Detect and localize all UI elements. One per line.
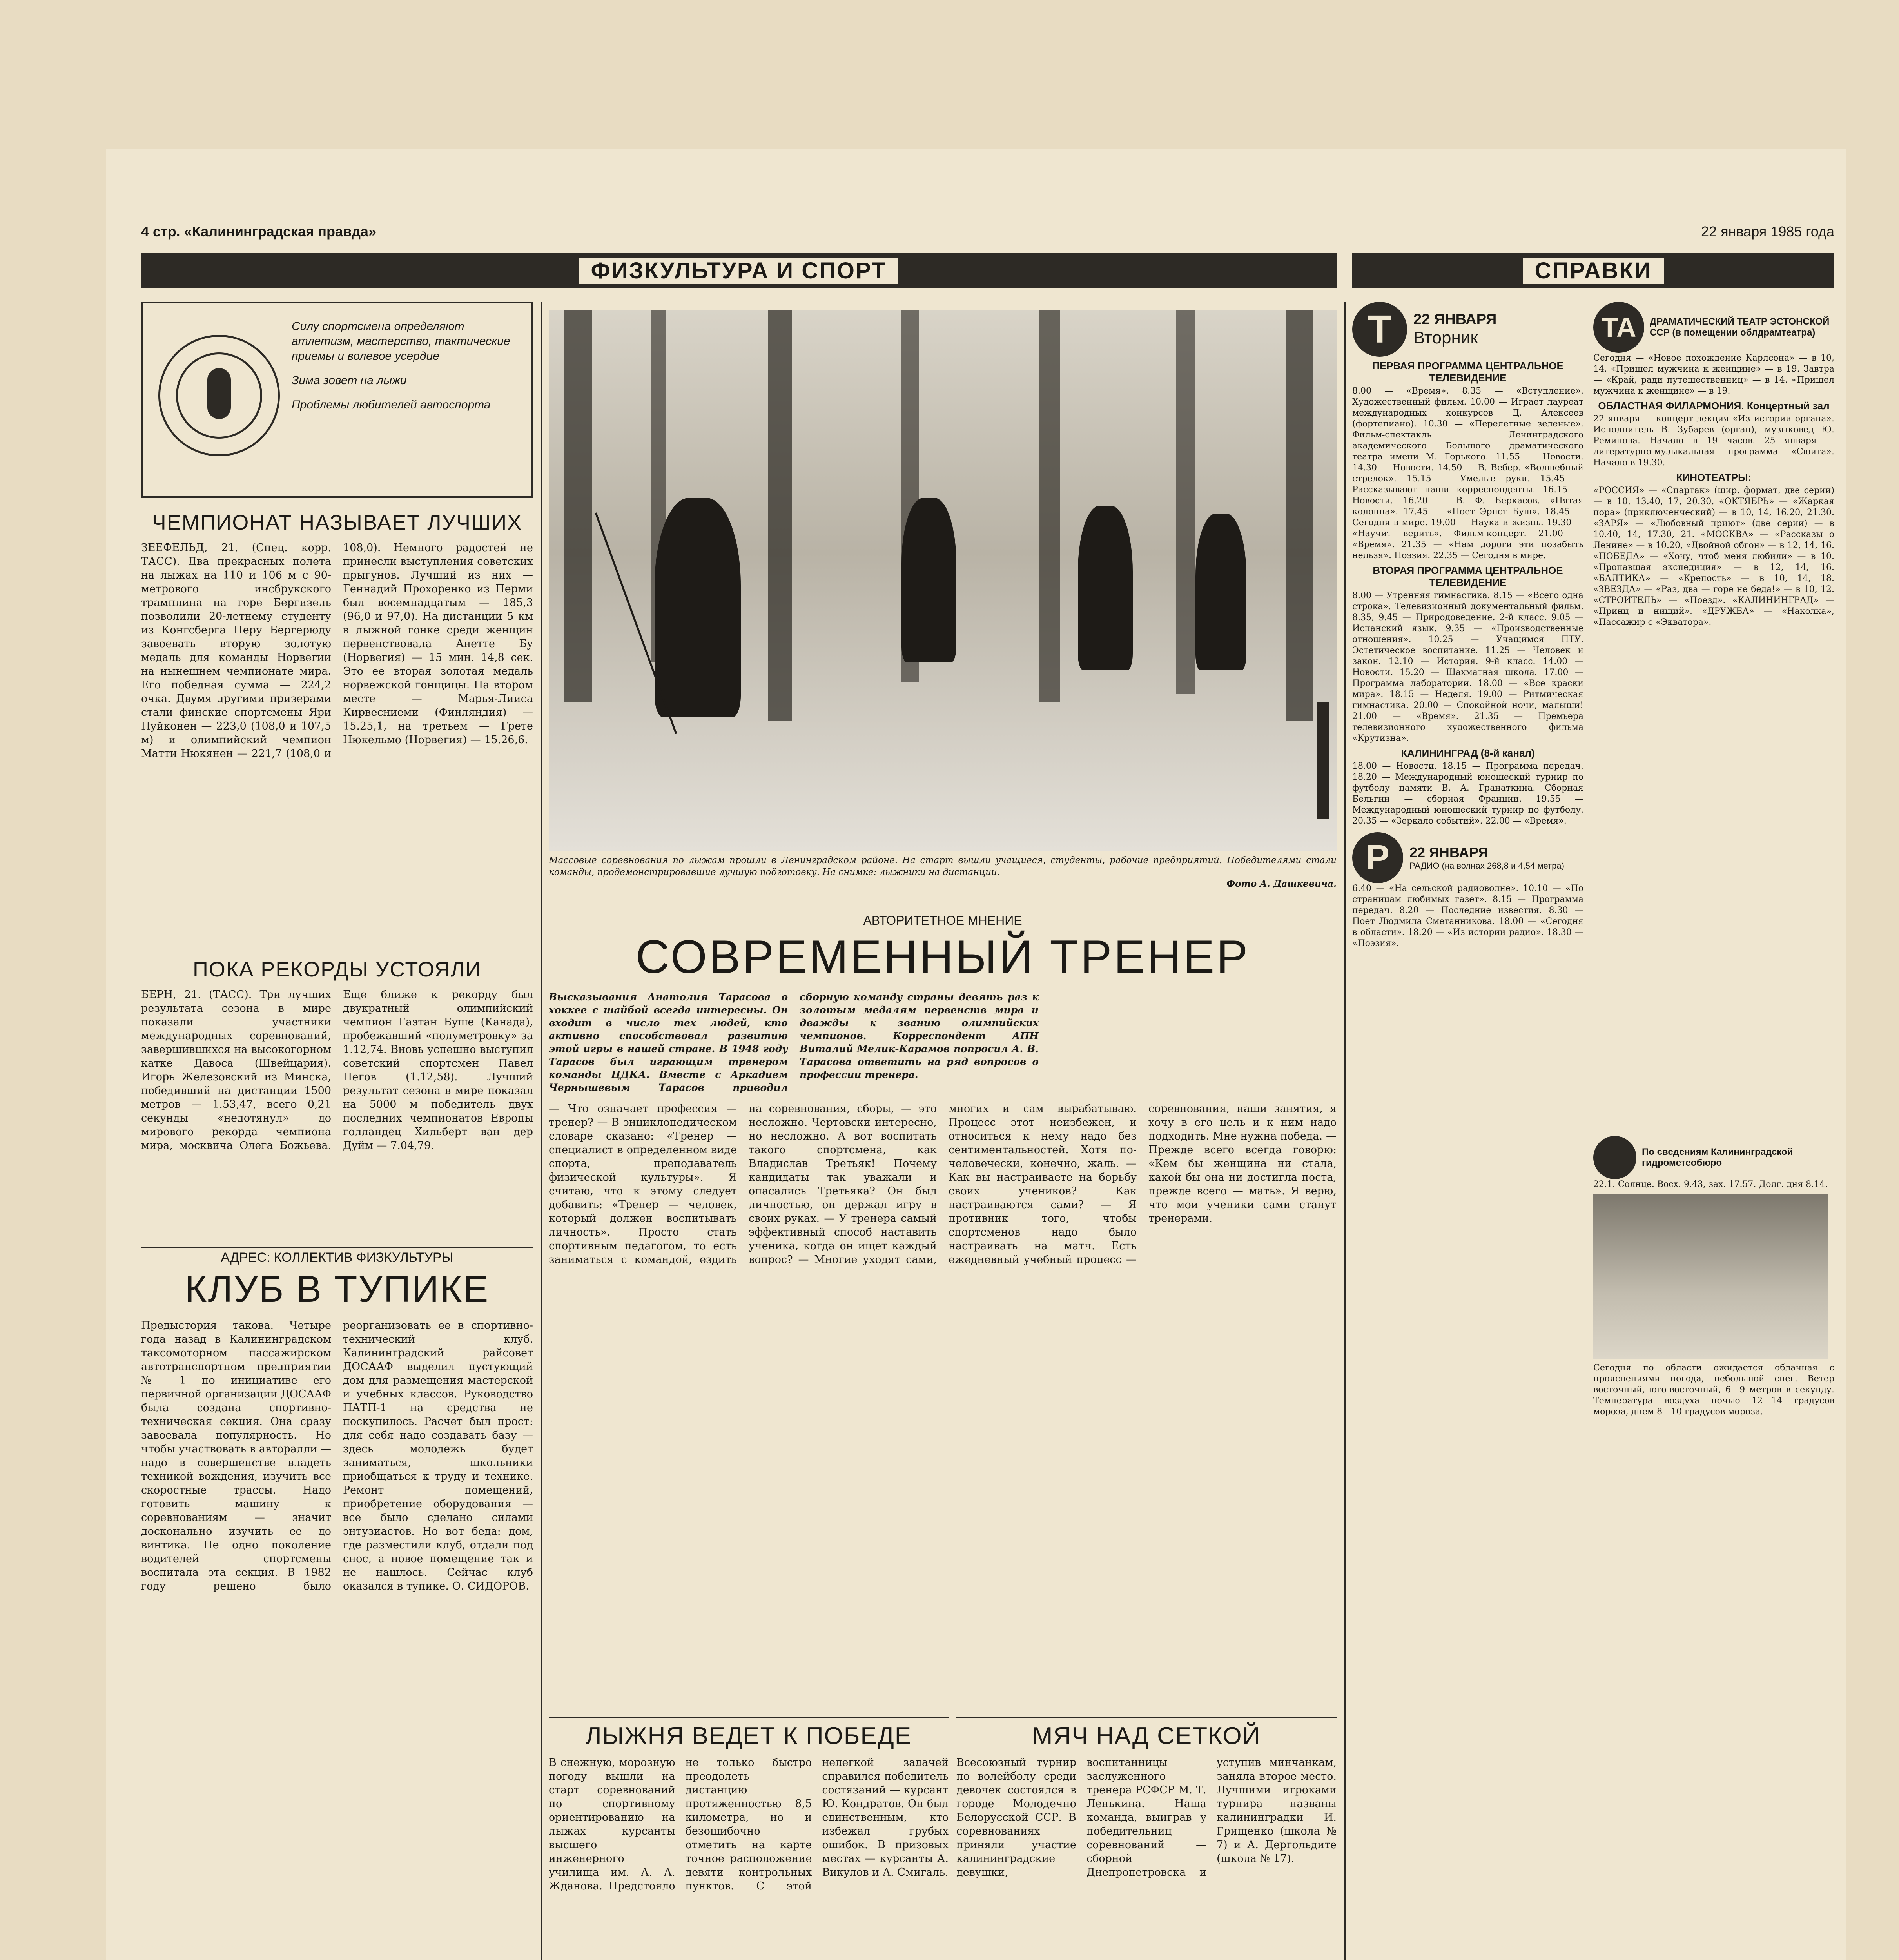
weather-photo [1593,1194,1828,1359]
skiing-title: ЛЫЖНЯ ВЕДЕТ К ПОБЕДЕ [585,1722,912,1749]
skier-figure [655,498,741,717]
skier-figure [1078,506,1133,670]
radio-program: 6.40 — «На сельской радиоволне». 10.10 — «По страницам любимых газет». 8.15 — Программа передач. 8.20 — Последние известия. 8.30 — Поет Людмила Сметанникова. 18.00 — «Сегодня в области». 18.20 — «Из истории радио». 18.30 — «Поэзия». [1352,884,1583,948]
tv-right-col [1593,302,1834,1960]
photo-caption-block [549,855,1337,906]
page-date: 22 января 1985 года [1701,223,1834,240]
teaser-box [141,302,533,498]
records-title: ПОКА РЕКОРДЫ УСТОЯЛИ [192,958,482,981]
club-title: КЛУБ В ТУПИКЕ [185,1268,490,1310]
trainer-text: — Что означает профессия — тренер? — В энциклопедическом словаре сказано: «Тренер — специалист в определенном виде спорта, преподаватель физической культуры». Я считаю, что к этому следует добавить: «Тренер — человек, который должен воспитывать личность». Просто стать спортивным педагогом, то есть заниматься с командой, ездить на соревнования, сборы, — это несложно. Чертовски интересно, но несложно. А вот воспитать такого спортсмена, как Владислав Третьяк! Почему кандидаты так уважали и опасались Третьяка? Он был личностью, он держал игру в своих руках. — У тренера самый эффективный способ наставить ученика, когда он ищет каждый вопрос? — Многие уходят сами, многих и сам вырабатываю. Процесс этот неизбежен, и относиться к нему надо без сентиментальностей. Хотя по-человечески, конечно, жаль. — Как вы настраиваете на борьбу своих учеников? Как настраиваются сами? — Я противник того, чтобы спортсменов надо было настраивать на матч. Есть ежедневный учебный процесс — соревнования, наши занятия, я хочу в его цель и к ним надо подходить. Мне нужна победа. — Прежде всего всегда говорю: «Кем бы женщина ни стала, какой бы она ни достигла поста, прежде всего — мать». Я верю, что мои ученики сами станут тренерами. [549,1103,1337,1266]
championship-text: ЗЕЕФЕЛЬД, 21. (Спец. корр. ТАСС). Два прекрасных полета на лыжах на 110 и 106 м с 90-метрового инсбрукского трамплина на горе Бергизель позволили 20-летнему студенту из Конгсберга Перу Бергерюду завоевать вторую золотую медаль для команды Норвегии на нынешнем чемпионате мира. Его победная сумма — 224,2 очка. Двумя другими призерами стали финские спортсмены Яри Пуйконен — 223,0 (108,0 и 107,5 м) и олимпийский чемпион Матти Нюкянен — 221,7 (108,0 и 108,0). Немного радостей не принесли выступления советских прыгунов. Лучший из них — Геннадий Прохоренко из Перми был восемнадцатым — 185,3 (96,0 и 97,0). На дистанции 5 км в лыжной гонке среди женщин первенствовала Анетте Бу (Норвегия) — 15 мин. 14,8 сек. Это ее вторая золотая медаль норвежской гонщицы. На втором месте — Марья-Лииса Кирвесниеми (Финляндия) — 15.25,1, на третьем — Грете Нюкельмо (Норвегия) — 15.26,6. [141,542,533,760]
tv-date: 22 ЯНВАРЯ [1413,311,1497,328]
column-divider [1344,302,1346,1960]
phil-title: ОБЛАСТНАЯ ФИЛАРМОНИЯ. Концертный зал [1598,400,1830,412]
skier-figure [901,498,956,662]
tv-prog1-title: ПЕРВАЯ ПРОГРАММА ЦЕНТРАЛЬНОЕ ТЕЛЕВИДЕНИЕ [1372,360,1563,384]
trainer-kicker: АВТОРИТЕТНОЕ МНЕНИЕ [863,913,1022,927]
teaser-item: Зима зовет на лыжи [292,374,407,387]
club-kicker: АДРЕС: КОЛЛЕКТИВ ФИЗКУЛЬТУРЫ [141,1247,533,1265]
trainer-lead: Высказывания Анатолия Тарасова о хоккее с шайбой всегда интересны. Он входит в число тех людей, кто активно способствовал развитию этой игры в нашей стране. В 1948 году Тарасов был играющим тренером команды ЦДКА. Вместе с Аркадием Чернышевым Тарасов приводил сборную команду страны девять раз к золотым медалям первенств мира и дважды к званию олимпийских чемпионов. Корреспондент АПН Виталий Мелик-Карамов попросил А. В. Тарасова ответить на ряд вопросов о профессии тренера. [549,991,1039,1093]
skiers-photo [549,310,1337,851]
championship-article [141,510,533,949]
skiing-article [549,1717,949,1960]
ball-article [956,1717,1337,1960]
radio-title: РАДИО (на волнах 268,8 и 4,54 метра) [1409,861,1564,871]
teaser-list [292,319,523,412]
tv-prog2: 8.00 — Утренняя гимнастика. 8.15 — «Всего одна строка». Телевизионный документальный фильм. 8.35, 9.45 — Природоведение. 2-й класс. 9.05 — Испанский язык. 9.35 — «Производственные отношения». 10.25 — Учащимся ПТУ. Эстетическое воспитание. 11.25 — Человек и закон. 12.10 — История. 9-й класс. 14.00 — Новости. 15.20 — Шахматная школа. 17.00 — Программа лаборатории. 18.00 — «Все краски мира». 18.15 — Неделя. 19.00 — Ритмическая гимнастика. 20.00 — Спокойной ночи, малыши! 21.00 — «Время». 21.35 — Премьера телевизионного художественного фильма «Крутизна». [1352,591,1583,743]
weather-sun: 22.1. Солнце. Восх. 9.43, зах. 17.57. Долг. дня 8.14. [1593,1180,1828,1189]
radio-logo-icon: Р [1352,832,1403,883]
section-sport-band [141,253,1337,288]
weather-logo-icon [1593,1136,1636,1179]
cinema-text: «РОССИЯ» — «Спартак» (шир. формат, две серии) — в 10, 13.40, 17, 20.30. «ОКТЯБРЬ» — «Жаркая пора» (приключенческий) — в 10, 14, 16.20, 21.30. «ЗАРЯ» — «Любовный приют» (две серии) — в 10.40, 14, 17.30, 21. «МОСКВА» — «Рассказы о Ленине» — в 10.20, «Двойной обгон» — в 12, 14, 16. «ПОБЕДА» — «Хочу, чтоб меня любили» — в 10. «Пропавшая экспедиция» — в 12, 14, 16. «БАЛТИКА» — «Крепость» — в 10, 14, 18. «ЗВЕЗДА» — «Раз, два — горе не беда!» — в 10, 12. «СТРОИТЕЛЬ» — «Поезд». «КАЛИНИНГРАД» — «Принц и нищий». «ДРУЖБА» — «Наколка», «Пассажир с «Экватора». [1593,486,1834,627]
trainer-article [549,913,1337,1717]
theatre-logo-icon: ТА [1593,302,1644,353]
tv-left-col [1352,302,1583,1960]
tv-day: Вторник [1413,328,1478,347]
column-divider [541,302,542,1960]
phil-text: 22 января — концерт-лекция «Из истории органа». Исполнитель В. Зубарев (орган), музыковед Ю. Реминова. Начало в 19 часов. 25 января — литературно-музыкальная программа «Сюита». Начало в 19.30. [1593,414,1834,468]
skier-figure [1195,514,1246,670]
section-info-title: СПРАВКИ [1523,258,1663,284]
championship-title: ЧЕМПИОНАТ НАЗЫВАЕТ ЛУЧШИХ [152,511,522,534]
club-text: Предыстория такова. Четыре года назад в Калининградском таксомоторном пассажирском автотранспортном предприятии № 1 по инициативе его первичной организации ДОСААФ была создана спортивно-техническая секция. Она сразу завоевала популярность. Но чтобы участвовать в авторалли — надо в совершенстве владеть техникой вождения, изучить все скоростные трассы. Надо готовить машину к соревнованиям — значит досконально изучить ее до винтика. Не одно поколение водителей спортсмены воспитала эта секция. В 1982 году решено было реорганизовать ее в спортивно-технический клуб. Калининградский райсовет ДОСААФ выделил пустующий дом для размещения мастерской и учебных классов. Руководство ПАТП-1 на средства не поскупилось. Расчет был прост: для себя надо создавать базу — здесь молодежь будет заниматься, школьники приобщаться к труду и технике. Ремонт помещений, приобретение оборудования — все было сделано силами энтузиастов. Но вот беда: дом, где разместили клуб, отдали под снос, а новое помещение так и не нашлось. Сейчас клуб оказался в тупике. О. СИДОРОВ. [141,1319,533,1592]
ball-text: Всесоюзный турнир по волейболу среди девочек состоялся в городе Молодечно Белорусской ССР. В соревнованиях приняли участие калининградские девушки, воспитанницы заслуженного тренера РСФСР М. Т. Ленькина. Наша команда, выиграв у победительниц соревнований — сборной Днепропетровска и уступив минчанкам, заняла второе место. Лучшими игроками турнира названы калининградки И. Грищенко (школа № 7) и А. Дергольдите (школа № 17). [956,1757,1337,1878]
sport-emblem-icon [158,335,280,456]
tv-prog2-title: ВТОРАЯ ПРОГРАММА ЦЕНТРАЛЬНОЕ ТЕЛЕВИДЕНИЕ [1373,564,1563,588]
ball-title: МЯЧ НАД СЕТКОЙ [1032,1722,1261,1749]
teaser-item: Проблемы любителей автоспорта [292,398,491,411]
section-info-band [1352,253,1834,288]
section-sport-title: ФИЗКУЛЬТУРА И СПОРТ [579,258,899,284]
weather-title: По сведениям Калининградской гидрометеобюро [1642,1147,1793,1168]
tv-logo-icon: Т [1352,302,1407,357]
page-label: 4 стр. «Калининградская правда» [141,223,376,240]
records-article [141,956,533,1239]
skiing-text: В снежную, морозную погоду вышли на старт соревнований по спортивному ориентированию на лыжах курсанты высшего инженерного училища им. А. А. Жданова. Предстояло не только быстро преодолеть дистанцию протяженностью 8,5 километра, но и безошибочно отметить на карте точное расположение девяти контрольных пунктов. С этой нелегкой задачей справился победитель состязаний — курсант Ю. Кондратов. Он был единственным, кто избежал грубых ошибок. В призовых местах — курсанты А. Викулов и А. Смигаль. [549,1757,949,1892]
theatre-title: ДРАМАТИЧЕСКИЙ ТЕАТР ЭСТОНСКОЙ ССР (в помещении облдрамтеатра) [1650,316,1830,338]
photo-caption: Массовые соревнования по лыжам прошли в Ленинградском районе. На старт вышли учащиеся, студенты, рабочие предприятий. Победителями стали команды, продемонстрировавшие лучшую подготовку. На снимке: лыжники на дистанции. [549,855,1337,877]
records-text: БЕРН, 21. (ТАСС). Три лучших результата сезона в мире показали участники международных соревнований, завершившихся на высокогорном катке Давоса (Швейцария). Игорь Железовский из Минска, победивший на дистанции 1500 метров — 1.53,47, всего 0,21 секунды «недотянул» до мирового рекорда чемпиона мира, москвича Олега Божьева. Еще ближе к рекорду был двукратный олимпийский чемпион Гаэтан Буше (Канада), пробежавший «полуметровку» за 1.12,74. Вновь успешно выступил советский спортсмен Павел Пегов (1.12,58). Лучший результат сезона в мире показал на 5000 м победитель двух последних чемпионатов Европы голландец Хильберт ван дер Дуйм — 7.04,79. [141,989,533,1152]
club-article [141,1247,533,1960]
weather-text: Сегодня по области ожидается облачная с прояснениями погода, небольшой снег. Ветер восточный, юго-восточный, 6—9 метров в секунду. Температура воздуха ночью 12—14 градусов мороза, днем 8—10 градусов мороза. [1593,1363,1834,1417]
cinema-title: КИНОТЕАТРЫ: [1676,472,1752,483]
theatre-text: Сегодня — «Новое похождение Карлсона» — в 10, 14. «Пришел мужчина к женщине» — в 19. Завтра — «Край, ради путешественниц» — в 14. «Пришел мужчина к женщине» — в 19. [1593,353,1834,396]
radio-date: 22 ЯНВАРЯ [1409,844,1489,860]
tv-kal-title: КАЛИНИНГРАД (8-й канал) [1401,747,1535,759]
photo-credit: Фото А. Дашкевича. [1226,878,1337,889]
tv-kal: 18.00 — Новости. 18.15 — Программа передач. 18.20 — Международный юношеский турнир по футболу памяти В. А. Гранаткина. Сборная Бельгии — сборная Франции. 19.55 — Международный юношеский турнир по футболу. 20.35 — «Зеркало событий». 22.00 — «Время». [1352,761,1583,826]
tv-program-column [1352,302,1834,1960]
tv-prog1: 8.00 — «Время». 8.35 — «Вступление». Художественный фильм. 10.00 — Играет лауреат международных конкурсов Д. Алексеев (фортепиано). 10.30 — «Перелетные зеленые». Фильм-спектакль Ленинградского академического Большого драматического театра имени М. Горького. 11.55 — Новости. 14.30 — Новости. 14.50 — В. Вебер. «Волшебный стрелок». 15.15 — Умелые руки. 15.45 — Рассказывают наши корреспонденты. 16.15 — Новости. 16.20 — В. Ф. Беркасов. «Пятая колонна». 17.45 — «Поет Эрнст Буш». 18.45 — Сегодня в мире. 19.00 — Наука и жизнь. 19.30 — «Научит верить». Фильм-концерт. 21.00 — «Время». 21.35 — «Нам дороги эти позабыть нельзя». Поэзия. 22.35 — Сегодня в мире. [1352,386,1583,561]
trainer-title: СОВРЕМЕННЫЙ ТРЕНЕР [635,931,1250,983]
teaser-item: Силу спортсмена определяют атлетизм, мастерство, тактические приемы и волевое усердие [292,320,510,363]
newspaper-page [106,149,1846,1960]
